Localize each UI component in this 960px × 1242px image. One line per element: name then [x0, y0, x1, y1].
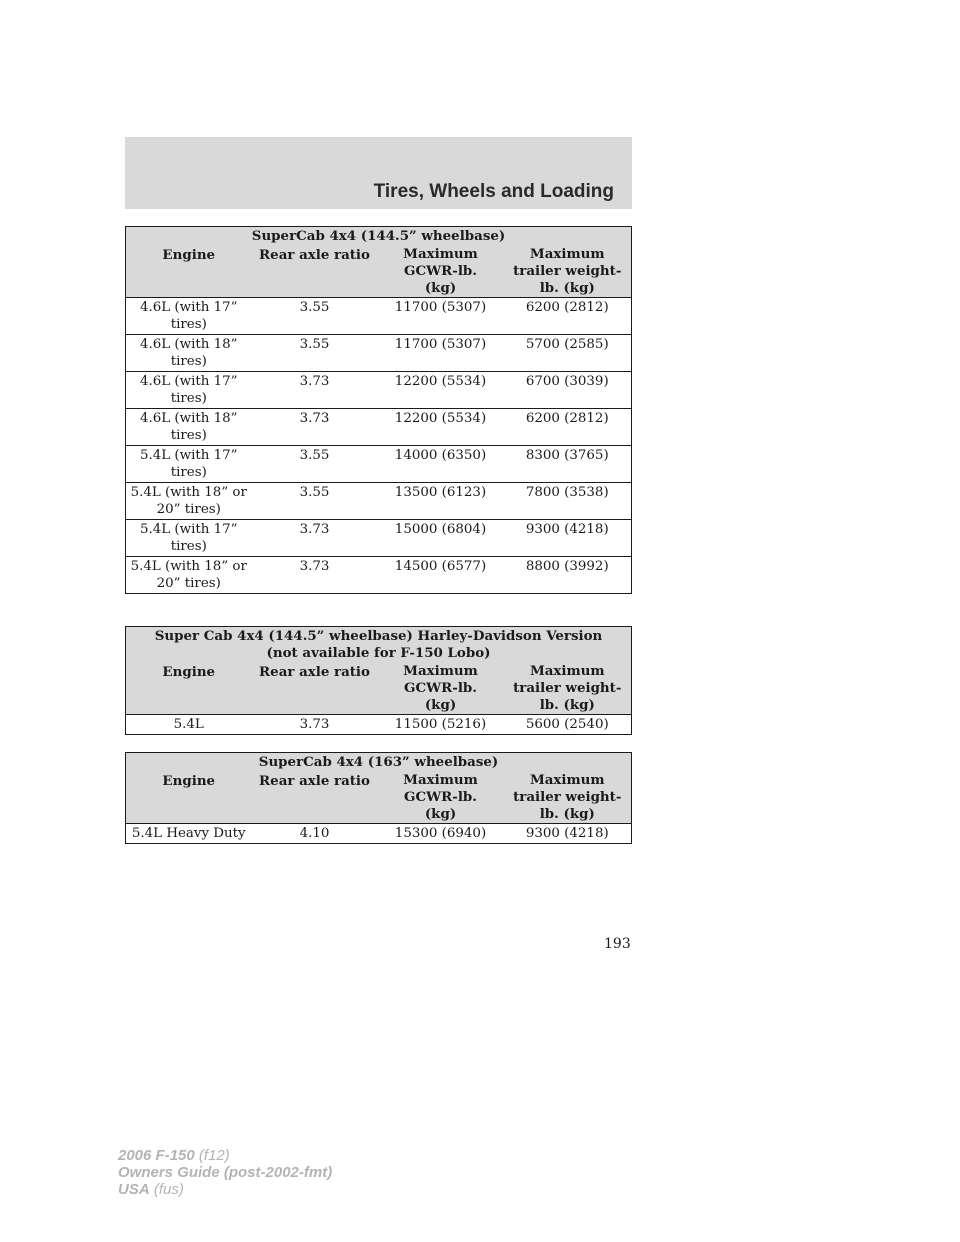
cell-axle-ratio: 3.55 — [252, 298, 378, 335]
cell-trailer-weight: 8300 (3765) — [504, 446, 632, 483]
cell-axle-ratio: 3.73 — [252, 520, 378, 557]
column-header-gcwr: Maximum GCWR-lb. (kg) — [378, 772, 504, 824]
cell-gcwr: 15000 (6804) — [378, 520, 504, 557]
table-title: SuperCab 4x4 (144.5” wheelbase) — [126, 227, 632, 247]
cell-engine: 5.4L (with 18” or 20” tires) — [126, 557, 252, 594]
cell-axle-ratio: 3.73 — [252, 409, 378, 446]
cell-trailer-weight: 5700 (2585) — [504, 335, 632, 372]
cell-axle-ratio: 3.73 — [252, 715, 378, 735]
column-header-trailer-weight: Maximum trailer weight-lb. (kg) — [504, 663, 632, 715]
cell-engine: 5.4L (with 17” tires) — [126, 520, 252, 557]
cell-gcwr: 14000 (6350) — [378, 446, 504, 483]
table-row — [126, 557, 632, 594]
footer-model: 2006 F-150 — [118, 1147, 195, 1164]
towing-table-harley-davidson — [125, 626, 632, 735]
cell-engine: 4.6L (with 17” tires) — [126, 298, 252, 335]
cell-axle-ratio: 3.55 — [252, 483, 378, 520]
cell-engine: 4.6L (with 18” tires) — [126, 335, 252, 372]
cell-trailer-weight: 5600 (2540) — [504, 715, 632, 735]
table-row — [126, 715, 632, 735]
cell-trailer-weight: 6200 (2812) — [504, 409, 632, 446]
footer-guide: Owners Guide (post-2002-fmt) — [118, 1164, 333, 1181]
towing-table-supercab-163 — [125, 752, 632, 844]
column-header-axle-ratio: Rear axle ratio — [252, 246, 378, 298]
cell-trailer-weight: 6700 (3039) — [504, 372, 632, 409]
section-header-band — [125, 137, 632, 209]
table-row — [126, 520, 632, 557]
column-header-axle-ratio: Rear axle ratio — [252, 772, 378, 824]
table-row — [126, 824, 632, 844]
cell-trailer-weight: 6200 (2812) — [504, 298, 632, 335]
cell-gcwr: 12200 (5534) — [378, 409, 504, 446]
cell-engine: 5.4L — [126, 715, 252, 735]
cell-axle-ratio: 3.55 — [252, 335, 378, 372]
column-header-engine: Engine — [126, 772, 252, 824]
footer-market-code: (fus) — [153, 1181, 184, 1198]
cell-gcwr: 11700 (5307) — [378, 298, 504, 335]
table-title: SuperCab 4x4 (163” wheelbase) — [126, 753, 632, 773]
cell-engine: 4.6L (with 17” tires) — [126, 372, 252, 409]
table-row — [126, 298, 632, 335]
cell-gcwr: 11700 (5307) — [378, 335, 504, 372]
column-header-gcwr: Maximum GCWR-lb. (kg) — [378, 663, 504, 715]
cell-trailer-weight: 9300 (4218) — [504, 824, 632, 844]
table-title: Super Cab 4x4 (144.5” wheelbase) Harley-Davidson Version (not available for F-150 Lobo) — [126, 627, 632, 664]
column-header-trailer-weight: Maximum trailer weight-lb. (kg) — [504, 246, 632, 298]
cell-trailer-weight: 8800 (3992) — [504, 557, 632, 594]
cell-trailer-weight: 9300 (4218) — [504, 520, 632, 557]
page-number: 193 — [604, 936, 631, 952]
cell-gcwr: 14500 (6577) — [378, 557, 504, 594]
cell-engine: 4.6L (with 18” tires) — [126, 409, 252, 446]
table-row — [126, 335, 632, 372]
cell-gcwr: 15300 (6940) — [378, 824, 504, 844]
cell-gcwr: 13500 (6123) — [378, 483, 504, 520]
towing-table-supercab-144 — [125, 226, 632, 594]
table-row — [126, 446, 632, 483]
column-header-engine: Engine — [126, 246, 252, 298]
cell-axle-ratio: 3.73 — [252, 557, 378, 594]
cell-trailer-weight: 7800 (3538) — [504, 483, 632, 520]
column-header-gcwr: Maximum GCWR-lb. (kg) — [378, 246, 504, 298]
table-row — [126, 409, 632, 446]
column-header-trailer-weight: Maximum trailer weight-lb. (kg) — [504, 772, 632, 824]
cell-axle-ratio: 3.55 — [252, 446, 378, 483]
footer-line-model — [118, 1147, 332, 1164]
footer-market: USA — [118, 1181, 150, 1198]
cell-engine: 5.4L (with 18” or 20” tires) — [126, 483, 252, 520]
section-title: Tires, Wheels and Loading — [373, 181, 614, 202]
cell-engine: 5.4L Heavy Duty — [126, 824, 252, 844]
cell-engine: 5.4L (with 17” tires) — [126, 446, 252, 483]
footer-model-code: (f12) — [198, 1147, 230, 1164]
column-header-axle-ratio: Rear axle ratio — [252, 663, 378, 715]
cell-axle-ratio: 3.73 — [252, 372, 378, 409]
footer-line-market — [118, 1181, 332, 1198]
column-header-engine: Engine — [126, 663, 252, 715]
cell-axle-ratio: 4.10 — [252, 824, 378, 844]
cell-gcwr: 11500 (5216) — [378, 715, 504, 735]
table-row — [126, 372, 632, 409]
cell-gcwr: 12200 (5534) — [378, 372, 504, 409]
table-row — [126, 483, 632, 520]
document-footer — [118, 1147, 332, 1198]
